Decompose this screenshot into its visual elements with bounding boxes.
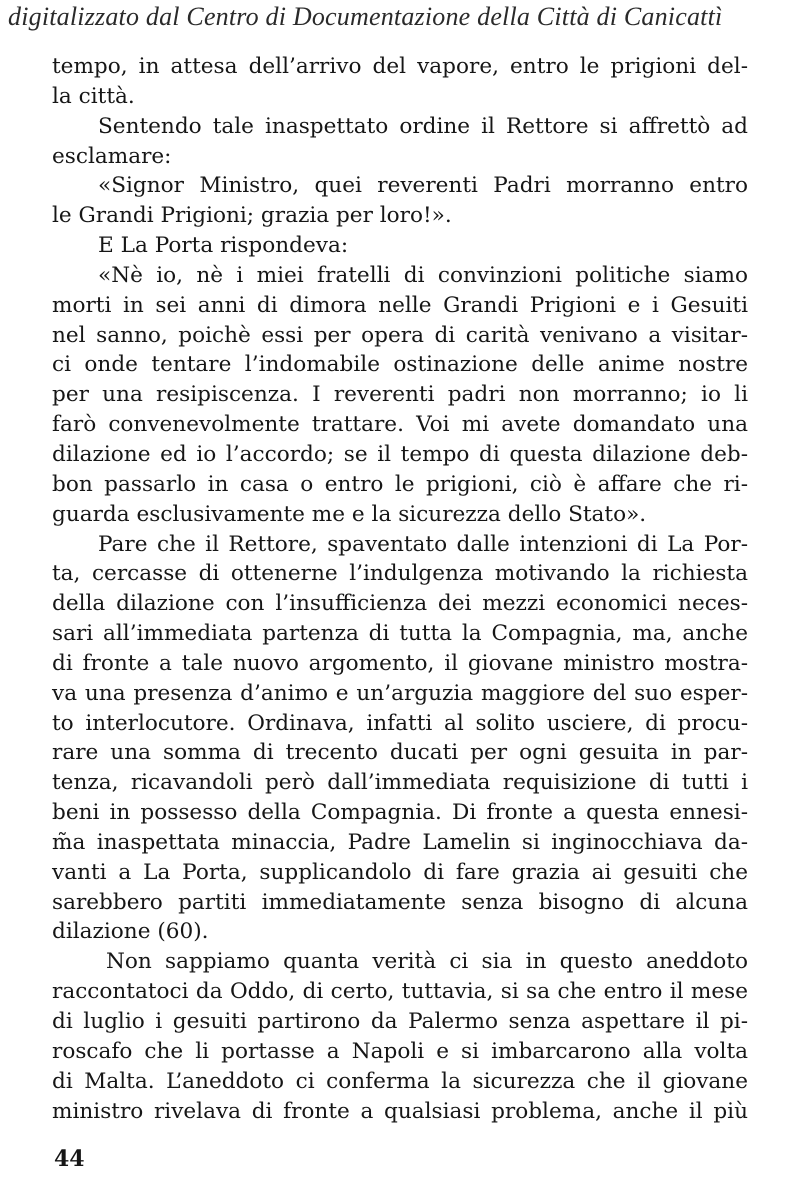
text-line: di luglio i gesuiti partirono da Palermo senza aspettare il pi- xyxy=(52,1009,748,1034)
text-line: raccontatoci da Oddo, di certo, tuttavia, si sa che entro il mese xyxy=(52,979,748,1005)
text-line: ministro rivelava di fronte a qualsiasi problema, anche il più xyxy=(52,1098,748,1124)
text-line: per una resipiscenza. I reverenti padri non morranno; io li xyxy=(52,382,748,408)
text-line: dilazione (60). xyxy=(52,919,209,945)
text-line: sarebbero partiti immediatamente senza bisogno di alcuna xyxy=(52,889,748,915)
text-line: m̃a inaspettata minaccia, Padre Lamelin si inginocchiava da- xyxy=(52,829,748,855)
text-line: vanti a La Porta, supplicandolo di fare grazia ai gesuiti che xyxy=(52,859,748,885)
text-line: di fronte a tale nuovo argomento, il giovane ministro mostra- xyxy=(52,650,748,676)
page-number: 44 xyxy=(54,1146,85,1172)
text-line: ta, cercasse di ottenerne l’indulgenza motivando la richiesta xyxy=(52,561,748,587)
text-line: Pare che il Rettore, spaventato dalle intenzioni di La Por- xyxy=(98,531,748,557)
text-line: dilazione ed io l’accordo; se il tempo di questa dilazione deb- xyxy=(52,441,748,467)
text-line: roscafo che li portasse a Napoli e si imbarcarono alla volta xyxy=(52,1038,748,1064)
document-body-text xyxy=(52,52,748,1126)
text-line: Sentendo tale inaspettato ordine il Rettore si affrettò ad xyxy=(98,113,748,139)
text-line: della dilazione con l’insufficienza dei mezzi economici neces- xyxy=(52,591,748,617)
text-line: nel sanno, poichè essi per opera di carità venivano a visitar- xyxy=(52,322,748,348)
text-line: ci onde tentare l’indomabile ostinazione delle anime nostre xyxy=(52,352,748,378)
text-line: esclamare: xyxy=(52,143,172,169)
text-line: Non sappiamo quanta verità ci sia in questo aneddoto xyxy=(106,949,748,975)
text-line: va una presenza d’animo e un’arguzia maggiore del suo esper- xyxy=(52,680,748,706)
text-line: «Nè io, nè i miei fratelli di convinzioni politiche siamo xyxy=(98,262,748,288)
text-line: bon passarlo in casa o entro le prigioni, ciò è affare che ri- xyxy=(52,471,748,497)
digitization-watermark: digitalizzato dal Centro di Documentazione della Città di Canicattì xyxy=(8,2,723,31)
text-line: tempo, in attesa dell’arrivo del vapore, entro le prigioni del- xyxy=(52,54,748,79)
text-line: sari all’immediata partenza di tutta la Compagnia, ma, anche xyxy=(52,621,748,647)
text-line: la città. xyxy=(52,83,135,109)
text-line: farò convenevolmente trattare. Voi mi avete domandato una xyxy=(52,412,748,438)
text-line: rare una somma di trecento ducati per ogni gesuita in par- xyxy=(52,740,748,766)
text-line: to interlocutore. Ordinava, infatti al solito usciere, di procu- xyxy=(52,710,748,736)
text-line: tenza, ricavandoli però dall’immediata requisizione di tutti i xyxy=(52,770,748,796)
text-line: «Signor Ministro, quei reverenti Padri morranno entro xyxy=(98,173,748,199)
text-line: morti in sei anni di dimora nelle Grandi Prigioni e i Gesuiti xyxy=(52,292,748,318)
text-line: E La Porta rispondeva: xyxy=(98,233,349,259)
text-line: guarda esclusivamente me e la sicurezza dello Stato». xyxy=(52,501,647,527)
text-line: beni in possesso della Compagnia. Di fronte a questa ennesi- xyxy=(52,800,748,826)
text-line: di Malta. L’aneddoto ci conferma la sicurezza che il giovane xyxy=(52,1068,748,1094)
text-line: le Grandi Prigioni; grazia per loro!». xyxy=(52,203,452,229)
